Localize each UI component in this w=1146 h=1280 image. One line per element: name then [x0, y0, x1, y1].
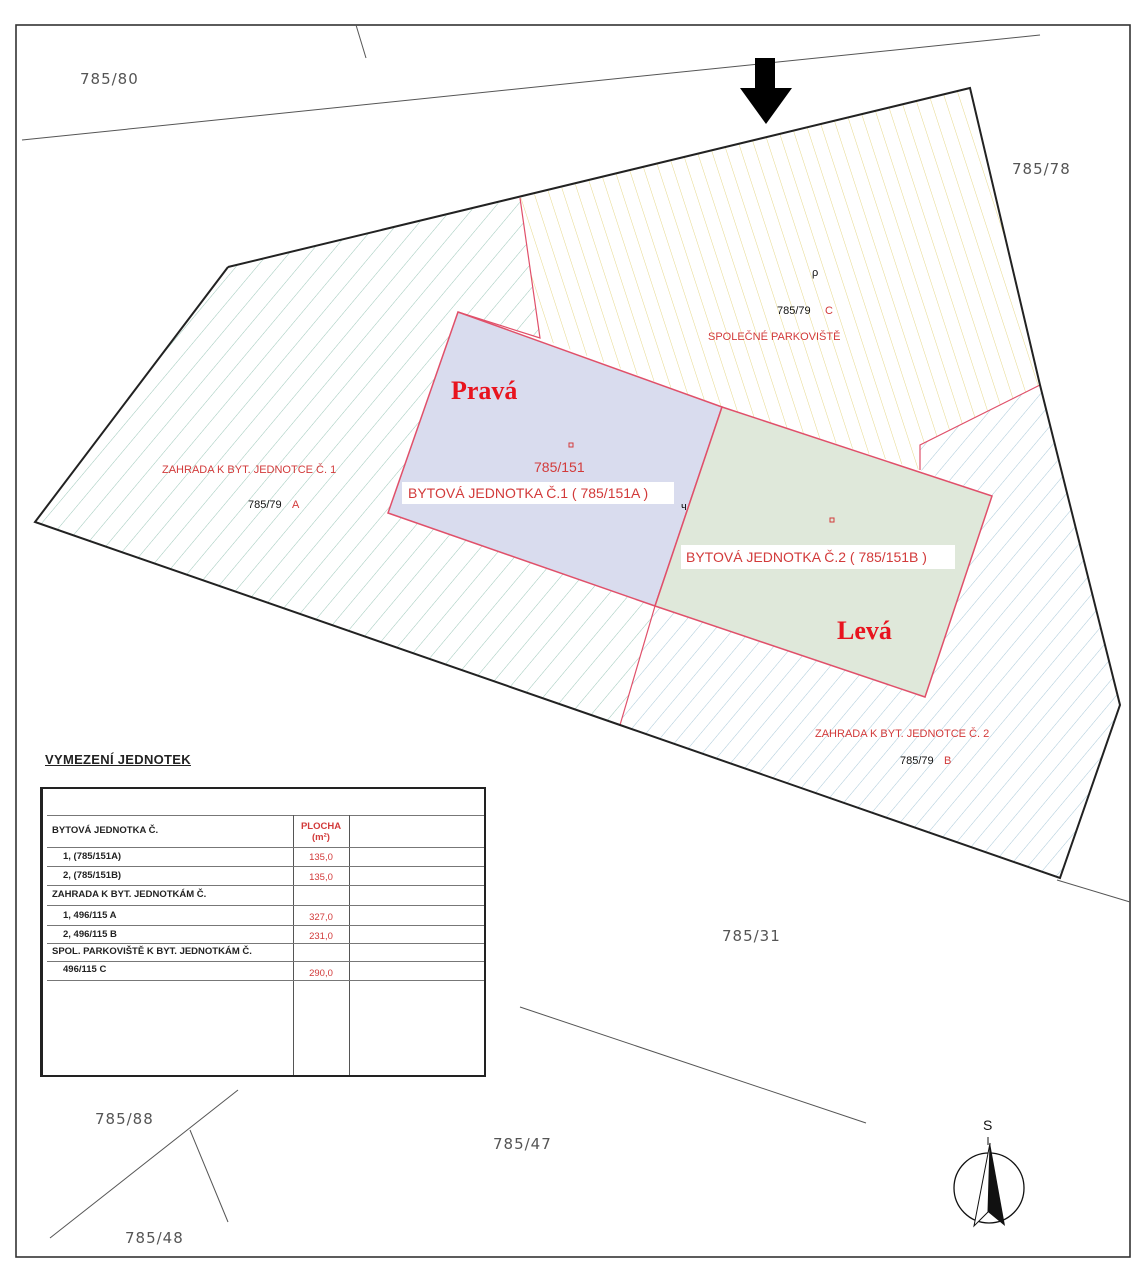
garden-2-label: ZAHRADA K BYT. JEDNOTCE Č. 2 [815, 728, 990, 740]
parcel-785-48: 785/48 [125, 1229, 184, 1247]
unit-1-label: BYTOVÁ JEDNOTKA Č.1 ( 785/151A ) [408, 485, 649, 501]
legend-top-rule [47, 815, 484, 816]
garden-2-letter: B [944, 755, 952, 767]
parking-parcel-number: 785/79 [777, 305, 811, 317]
legend-row-rule [47, 980, 484, 981]
legend-table [40, 787, 486, 1077]
legend-row-label: BYTOVÁ JEDNOTKA Č. [52, 825, 159, 836]
legend-row-value: 135,0 [309, 872, 333, 883]
legend-row-rule [47, 925, 484, 926]
unit-2-label: BYTOVÁ JEDNOTKA Č.2 ( 785/151B ) [686, 549, 927, 565]
building-parcel-number: 785/151 [534, 459, 585, 475]
legend-row-rule [47, 866, 484, 867]
parking-label: SPOLEČNÉ PARKOVIŠTĚ [708, 331, 841, 343]
legend-row-value: 135,0 [309, 852, 333, 863]
legend-row-label: 496/115 C [63, 964, 107, 975]
parcel-785-80: 785/80 [80, 70, 139, 88]
legend-row-rule [47, 905, 484, 906]
legend-row-label: 1, (785/151A) [63, 851, 122, 862]
right-unit-label: Pravá [451, 376, 518, 405]
garden-1-parcel-number: 785/79 [248, 499, 282, 511]
garden-2-parcel-number: 785/79 [900, 755, 934, 767]
area-header-label: PLOCHA [300, 821, 342, 832]
parcel-785-88: 785/88 [95, 1110, 154, 1128]
area-header-unit: (m²) [312, 832, 330, 843]
garden-1-label: ZAHRADA K BYT. JEDNOTCE Č. 1 [162, 464, 337, 476]
legend-row-value: 290,0 [309, 968, 333, 979]
legend-row-label: 2, 496/115 B [63, 929, 117, 940]
legend-row-label: ZAHRADA K BYT. JEDNOTKÁM Č. [52, 889, 207, 900]
legend-row-label: 2, (785/151B) [63, 870, 122, 881]
legend-row-rule [47, 943, 484, 944]
compass-rose [954, 1117, 1024, 1226]
legend-row-rule [47, 885, 484, 886]
arrow-down-icon [740, 58, 792, 124]
legend-row-value: 327,0 [309, 912, 333, 923]
parcel-785-47: 785/47 [493, 1135, 552, 1153]
parking-letter: C [825, 305, 833, 317]
unit-divider-mark: ч [681, 501, 687, 513]
legend-row-rule [47, 847, 484, 848]
parcel-785-31: 785/31 [722, 927, 781, 945]
legend-row-label: SPOL. PARKOVIŠTĚ K BYT. JEDNOTKÁM Č. [52, 946, 252, 957]
parcel-785-78: 785/78 [1012, 160, 1071, 178]
legend-row-rule [47, 961, 484, 962]
area-column-header [293, 821, 349, 843]
garden-1-letter: A [292, 499, 300, 511]
legend-row-label: 1, 496/115 A [63, 910, 117, 921]
compass-south-letter: S [983, 1117, 993, 1133]
legend-column-divider-2 [349, 815, 350, 1075]
legend-row-value: 231,0 [309, 931, 333, 942]
left-unit-label: Levá [837, 616, 892, 645]
parking-symbol: ρ [812, 267, 819, 279]
legend-heading: VYMEZENÍ JEDNOTEK [45, 752, 191, 767]
